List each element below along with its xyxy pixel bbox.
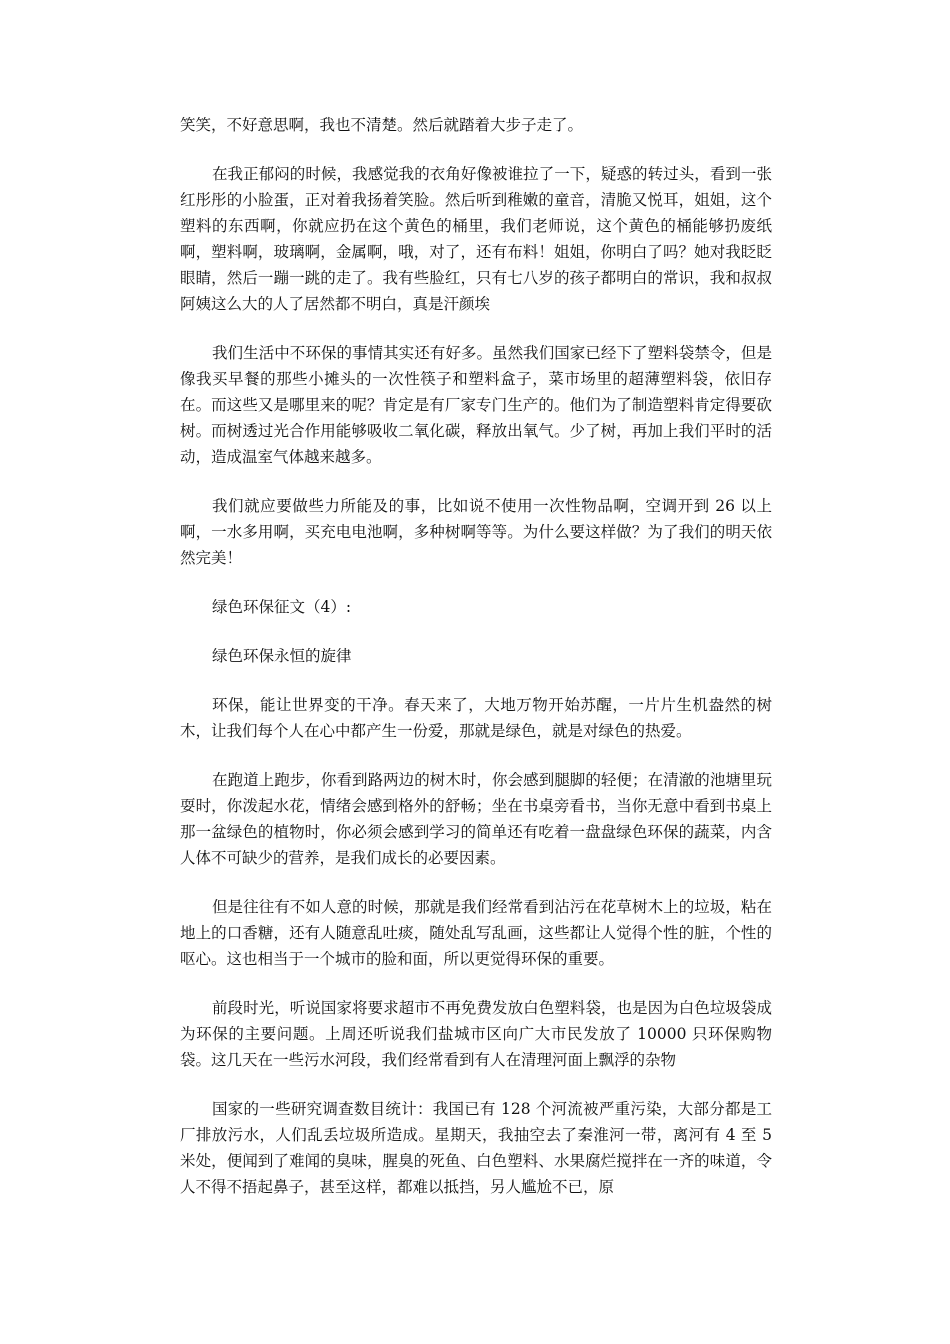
paragraph-river-pollution: 国家的一些研究调查数目统计：我国已有 128 个河流被严重污染，大部分都是工厂排放污水，人们乱丢垃圾所造成。星期天，我抽空去了秦淮河一带，离河有 4 至 5 米处，便闻到了难闻的臭味，腥臭的死鱼、白色塑料、水果腐烂搅拌在一齐的味道，令人不得不捂起鼻子，甚至这样，都难以抵挡，另人尴尬不已，原	[180, 1100, 772, 1196]
document-page	[180, 112, 772, 1223]
paragraph-litter: 但是往往有不如人意的时候，那就是我们经常看到沾污在花草树木上的垃圾，粘在地上的口香糖，还有人随意乱吐痰，随处乱写乱画，这些都让人觉得个性的脏，个性的呕心。这也相当于一个城市的脸和面，所以更觉得环保的重要。	[180, 898, 772, 968]
paragraph-running-track: 在跑道上跑步，你看到路两边的树木时，你会感到腿脚的轻便；在清澈的池塘里玩耍时，你泼起水花，情绪会感到格外的舒畅；坐在书桌旁看书，当你无意中看到书桌上那一盆绿色的植物时，你必须会感到学习的简单还有吃着一盘盘绿色环保的蔬菜，内含人体不可缺少的营养，是我们成长的必要因素。	[180, 771, 772, 867]
paragraph-child-recycling: 在我正郁闷的时候，我感觉我的衣角好像被谁拉了一下，疑惑的转过头，看到一张红彤彤的小脸蛋，正对着我扬着笑脸。然后听到稚嫩的童音，清脆又悦耳，姐姐，这个塑料的东西啊，你就应扔在这个黄色的桶里，我们老师说，这个黄色的桶能够扔废纸啊，塑料啊，玻璃啊，金属啊，哦，对了，还有布料！姐姐，你明白了吗？她对我眨眨眼睛，然后一蹦一跳的走了。我有些脸红，只有七八岁的孩子都明白的常识，我和叔叔阿姨这么大的人了居然都不明白，真是汗颜埃	[180, 165, 772, 313]
paragraph-spring: 环保，能让世界变的干净。春天来了，大地万物开始苏醒，一片片生机盎然的树木，让我们每个人在心中都产生一份爱，那就是绿色，就是对绿色的热爱。	[180, 696, 772, 740]
paragraph-plastic-bags: 前段时光，听说国家将要求超市不再免费发放白色塑料袋，也是因为白色垃圾袋成为环保的主要问题。上周还听说我们盐城市区向广大市民发放了 10000 只环保购物袋。这几天在一些污水河段，我们经常看到有人在清理河面上飘浮的杂物	[180, 999, 772, 1069]
paragraph-continuation: 笑笑，不好意思啊，我也不清楚。然后就踏着大步子走了。	[180, 116, 584, 134]
paragraph-not-eco-friendly: 我们生活中不环保的事情其实还有好多。虽然我们国家已经下了塑料袋禁令，但是像我买早餐的那些小摊头的一次性筷子和塑料盒子，菜市场里的超薄塑料袋，依旧存在。而这些又是哪里来的呢？肯定是有厂家专门生产的。他们为了制造塑料肯定得要砍树。而树透过光合作用能够吸收二氧化碳，释放出氧气。少了树，再加上我们平时的活动，造成温室气体越来越多。	[180, 344, 772, 466]
essay-section-heading: 绿色环保征文（4）:	[212, 598, 352, 616]
paragraph-what-we-can-do: 我们就应要做些力所能及的事，比如说不使用一次性物品啊，空调开到 26 以上啊，一水多用啊，买充电电池啊，多种树啊等等。为什么要这样做？为了我们的明天依然完美！	[180, 497, 772, 567]
essay-title: 绿色环保永恒的旋律	[212, 647, 352, 665]
